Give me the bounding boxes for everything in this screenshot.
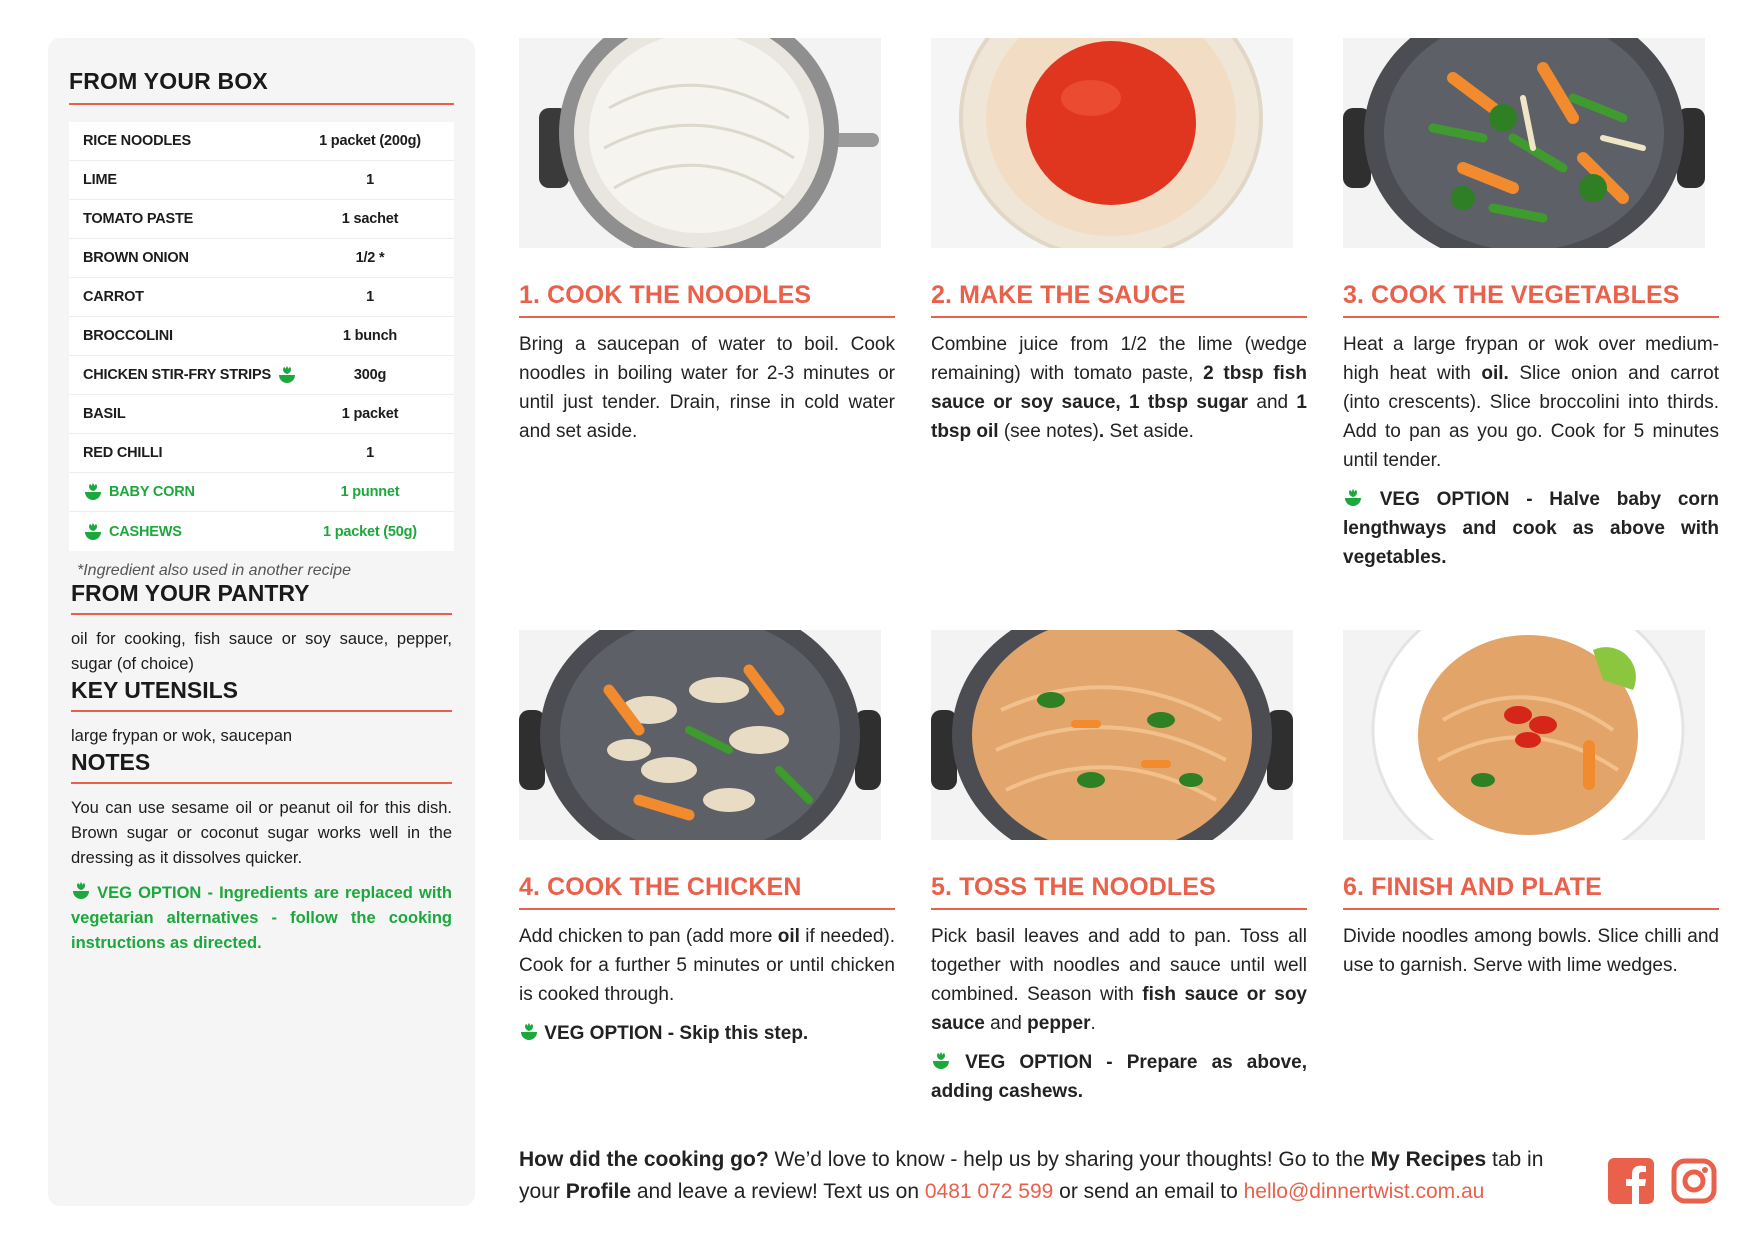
notes-text: You can use sesame oil or peanut oil for this dish. Brown sugar or coconut sugar works well in the dressing as it dissolves quicker.: [71, 799, 452, 867]
chicken-wok-image: [519, 630, 881, 840]
veg-bowl-icon: [1343, 488, 1363, 508]
veg-bowl-icon: [931, 1051, 951, 1071]
veg-bowl-icon: [71, 881, 91, 901]
table-row: [69, 278, 454, 317]
review-footer: How did the cooking go? We’d love to know - help us by sharing your thoughts! Go to the My Recipes tab in your Profile and leave a review! Text us on 0481 072 599 or send an email to hello@dinnertwist.com.au: [519, 1148, 1544, 1203]
notes-veg-option: VEG OPTION - Ingredients are replaced with vegetarian alternatives - follow the cooking instructions as directed.: [71, 881, 452, 956]
ingredient-name: TOMATO PASTE: [83, 211, 194, 227]
notes-title: NOTES: [71, 749, 452, 784]
table-row: [69, 434, 454, 473]
step-text: Pick basil leaves and add to pan. Toss all together with noodles and sauce until well combined. Season with fish sauce or soy sauce and pepper.: [931, 926, 1307, 1034]
step-veg-option: VEG OPTION - Prepare as above, adding cashews.: [931, 1052, 1307, 1102]
step-title: 4. COOK THE CHICKEN: [519, 873, 895, 910]
step-1-photo: [519, 38, 881, 248]
box-footnote: *Ingredient also used in another recipe: [77, 562, 351, 579]
ingredient-name: RICE NOODLES: [83, 133, 191, 149]
pantry-title: FROM YOUR PANTRY: [71, 580, 452, 615]
footer-question: How did the cooking go?: [519, 1148, 769, 1171]
ingredient-name: BROWN ONION: [83, 250, 189, 266]
phone-link[interactable]: 0481 072 599: [924, 1180, 1054, 1203]
plated-noodles-image: [1343, 630, 1705, 840]
table-row: [69, 122, 454, 161]
ingredient-qty: 1 packet (200g): [319, 133, 421, 149]
veg-bowl-icon: [277, 365, 297, 385]
profile-link: Profile: [565, 1180, 632, 1203]
step-text: Heat a large frypan or wok over medium-high heat with oil. Slice onion and carrot (into crescents). Slice broccolini into thirds. Add to pan as you go. Cook for 5 minutes until tender.: [1343, 334, 1719, 471]
veg-bowl-icon: [519, 1022, 539, 1042]
my-recipes-tab: My Recipes: [1370, 1148, 1487, 1171]
ingredient-name: BASIL: [83, 406, 126, 422]
step-5-photo: [931, 630, 1293, 840]
ingredient-name: CHICKEN STIR-FRY STRIPS: [83, 367, 271, 383]
step-4: [519, 630, 895, 1048]
step-title: 5. TOSS THE NOODLES: [931, 873, 1307, 910]
ingredient-qty: 1/2 *: [355, 250, 385, 266]
step-2: [931, 38, 1307, 446]
step-title: 1. COOK THE NOODLES: [519, 281, 895, 318]
table-row: [69, 395, 454, 434]
utensils-title: KEY UTENSILS: [71, 677, 452, 712]
noodles-pot-image: [519, 38, 881, 248]
ingredient-qty: 1 packet (50g): [323, 523, 417, 540]
step-text: Divide noodles among bowls. Slice chilli and use to garnish. Serve with lime wedges.: [1343, 926, 1719, 976]
table-row: [69, 239, 454, 278]
ingredient-name: CASHEWS: [109, 523, 182, 540]
ingredient-name: RED CHILLI: [83, 445, 163, 461]
ingredient-qty: 1 bunch: [342, 328, 398, 344]
ingredient-qty: 1: [366, 445, 374, 461]
table-row: [69, 356, 454, 395]
ingredient-qty: 1: [366, 289, 374, 305]
step-title: 3. COOK THE VEGETABLES: [1343, 281, 1719, 318]
facebook-icon[interactable]: [1608, 1158, 1654, 1204]
ingredient-qty: 300g: [353, 367, 387, 383]
table-row: [69, 473, 454, 512]
utensils-text: large frypan or wok, saucepan: [71, 727, 293, 745]
ingredient-qty: 1 packet: [341, 406, 399, 422]
step-2-photo: [931, 38, 1293, 248]
step-1: [519, 38, 895, 446]
email-link[interactable]: hello@dinnertwist.com.au: [1243, 1180, 1485, 1203]
ingredient-name: BABY CORN: [109, 484, 195, 500]
step-text: Bring a saucepan of water to boil. Cook noodles in boiling water for 2-3 minutes or until just tender. Drain, rinse in cold water and set aside.: [519, 334, 895, 442]
step-3-photo: [1343, 38, 1705, 248]
step-title: 6. FINISH AND PLATE: [1343, 873, 1719, 910]
step-veg-option: VEG OPTION - Halve baby corn lengthways and cook as above with vegetables.: [1343, 489, 1719, 568]
step-title: 2. MAKE THE SAUCE: [931, 281, 1307, 318]
veg-bowl-icon: [83, 482, 103, 502]
tossed-noodles-wok-image: [931, 630, 1293, 840]
step-text: Combine juice from 1/2 the lime (wedge remaining) with tomato paste, 2 tbsp fish sauce or soy sauce, 1 tbsp sugar and 1 tbsp oil (see notes). Set aside.: [931, 334, 1307, 442]
box-ingredient-table: [69, 122, 454, 551]
ingredients-panel: [48, 38, 475, 1206]
pantry-text: oil for cooking, fish sauce or soy sauce, pepper, sugar (of choice): [71, 630, 452, 673]
ingredient-name: CARROT: [83, 289, 144, 305]
step-veg-option: VEG OPTION - Skip this step.: [519, 1019, 895, 1048]
sauce-bowl-image: [931, 38, 1293, 248]
ingredient-name: LIME: [83, 172, 117, 188]
box-title: FROM YOUR BOX: [69, 68, 454, 105]
ingredient-qty: 1 punnet: [340, 484, 400, 500]
step-3: [1343, 38, 1719, 572]
table-row: [69, 200, 454, 239]
step-text: Add chicken to pan (add more oil if needed). Cook for a further 5 minutes or until chicken is cooked through.: [519, 926, 896, 1005]
vegetables-wok-image: [1343, 38, 1705, 248]
step-4-photo: [519, 630, 881, 840]
veg-bowl-icon: [83, 522, 103, 542]
step-6-photo: [1343, 630, 1705, 840]
table-row: [69, 512, 454, 551]
table-row: [69, 317, 454, 356]
step-6: [1343, 630, 1719, 980]
step-5: [931, 630, 1307, 1106]
ingredient-qty: 1 sachet: [341, 211, 399, 227]
instagram-icon[interactable]: [1671, 1158, 1717, 1204]
ingredient-qty: 1: [366, 172, 374, 188]
ingredient-name: BROCCOLINI: [83, 328, 173, 344]
table-row: [69, 161, 454, 200]
